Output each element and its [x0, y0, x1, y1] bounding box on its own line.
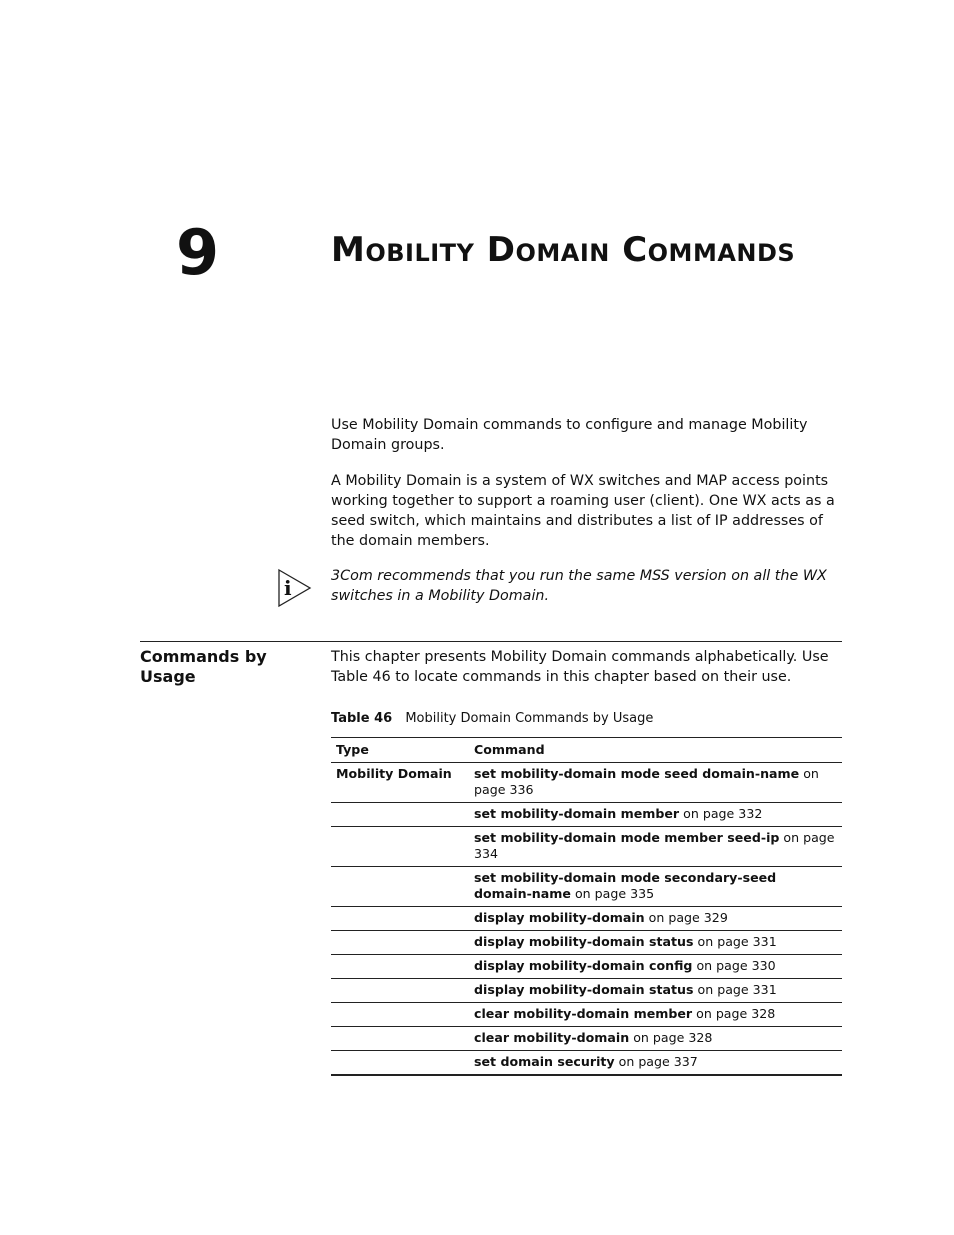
page-reference: on page 335 — [570, 886, 655, 901]
table-row — [331, 867, 842, 907]
info-icon — [278, 568, 312, 608]
row-type — [331, 1003, 469, 1027]
page-reference: on page 334 — [474, 830, 835, 861]
command-name: set mobility-domain mode seed domain-name — [474, 766, 800, 781]
table-caption-label: Table 46 — [331, 711, 393, 726]
command-name: set mobility-domain mode secondary-seed domain-name — [474, 870, 777, 901]
row-command-cell — [469, 955, 842, 979]
command-name: clear mobility-domain — [474, 1030, 630, 1045]
table-row — [331, 1003, 842, 1027]
row-command-cell — [469, 979, 842, 1003]
page-reference: on page 329 — [644, 910, 728, 925]
command-name: set mobility-domain member — [474, 806, 680, 821]
row-command-cell — [469, 827, 842, 867]
page-reference: on page 331 — [693, 934, 777, 949]
row-command-cell — [469, 867, 842, 907]
table-caption — [331, 710, 653, 728]
row-type — [331, 979, 469, 1003]
table-row — [331, 979, 842, 1003]
intro-paragraph-1: Use Mobility Domain commands to configure and manage Mobility Domain groups. — [331, 417, 808, 453]
table-row — [331, 907, 842, 931]
table-caption-text: Mobility Domain Commands by Usage — [405, 711, 654, 726]
page-reference: on page 332 — [679, 806, 763, 821]
row-type — [331, 907, 469, 931]
table-row — [331, 1051, 842, 1076]
header-command: Command — [469, 738, 842, 763]
command-name: display mobility-domain config — [474, 958, 693, 973]
page-reference: on page 328 — [629, 1030, 713, 1045]
command-name: clear mobility-domain member — [474, 1006, 693, 1021]
row-type — [331, 1027, 469, 1051]
table-row — [331, 763, 842, 803]
command-name: set domain security — [474, 1054, 615, 1069]
page-reference: on page 336 — [474, 766, 819, 797]
section-body: This chapter presents Mobility Domain commands alphabetically. Use Table 46 to locate commands in this chapter based on their use. — [331, 649, 829, 685]
chapter-title: Mobility Domain Commands — [331, 230, 796, 270]
row-command-cell — [469, 1051, 842, 1076]
page-reference: on page 337 — [614, 1054, 698, 1069]
chapter-number: 9 — [176, 216, 220, 289]
command-name: display mobility-domain — [474, 910, 645, 925]
row-type — [331, 867, 469, 907]
table-header-row — [331, 738, 842, 763]
table-row — [331, 803, 842, 827]
page-reference: on page 330 — [692, 958, 776, 973]
page-reference: on page 331 — [693, 982, 777, 997]
row-type — [331, 1051, 469, 1076]
row-type — [331, 955, 469, 979]
table-row — [331, 1027, 842, 1051]
row-type: Mobility Domain — [331, 763, 469, 803]
row-command-cell — [469, 907, 842, 931]
table-row — [331, 931, 842, 955]
page-reference: on page 328 — [692, 1006, 776, 1021]
row-command-cell — [469, 1027, 842, 1051]
intro-paragraph-2: A Mobility Domain is a system of WX switches and MAP access points working together to support a roaming user (client). One WX acts as a seed switch, which maintains and distributes a list of IP addresses of the domain members. — [331, 473, 835, 549]
section-heading: Commands by Usage — [140, 647, 267, 686]
table-row — [331, 955, 842, 979]
table-row — [331, 827, 842, 867]
row-type — [331, 803, 469, 827]
note-text: 3Com recommends that you run the same MSS version on all the WX switches in a Mobility Domain. — [331, 568, 827, 604]
row-type — [331, 931, 469, 955]
row-command-cell — [469, 931, 842, 955]
commands-table — [331, 737, 842, 1076]
row-command-cell — [469, 1003, 842, 1027]
row-command-cell — [469, 763, 842, 803]
row-type — [331, 827, 469, 867]
row-command-cell — [469, 803, 842, 827]
section-divider — [140, 641, 842, 642]
command-name: display mobility-domain status — [474, 934, 694, 949]
command-name: set mobility-domain mode member seed-ip — [474, 830, 780, 845]
svg-text:i: i — [284, 576, 292, 600]
command-name: display mobility-domain status — [474, 982, 694, 997]
header-type: Type — [331, 738, 469, 763]
